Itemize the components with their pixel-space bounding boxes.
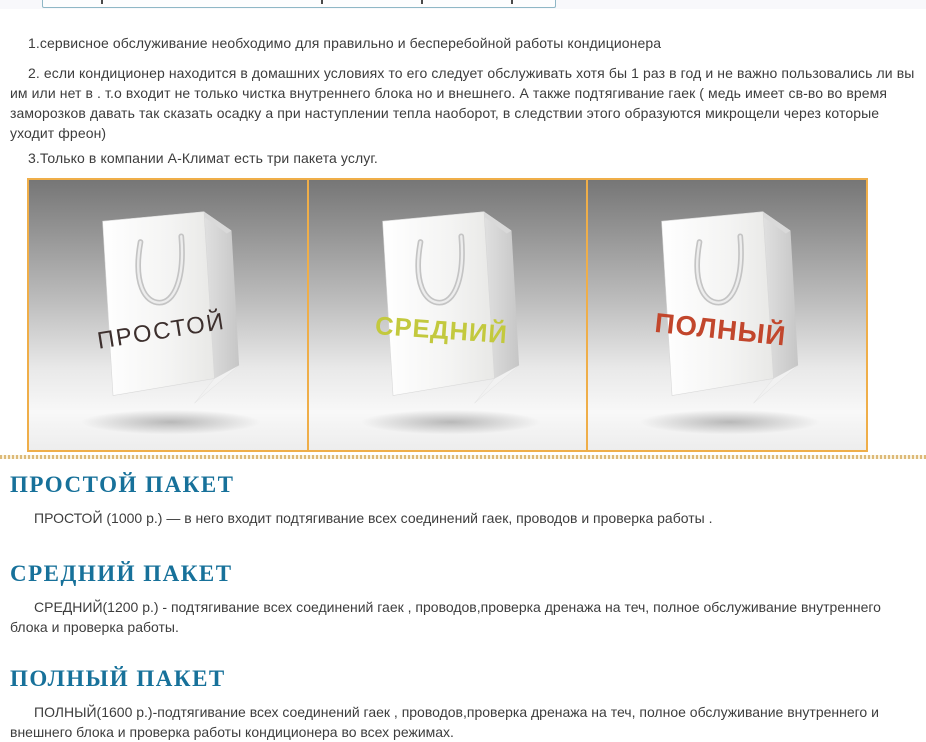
section-body: ПРОСТОЙ (1000 р.) — в него входит подтягивание всех соединений гаек, проводов и проверка работы . <box>34 510 713 526</box>
top-cutoff-strip <box>0 0 926 9</box>
package-panel-simple <box>29 180 309 450</box>
bag-label: ПРОСТОЙ <box>95 308 228 355</box>
shopping-bag-image <box>618 186 836 444</box>
dotted-divider <box>0 455 926 459</box>
bag-shadow <box>360 410 540 435</box>
cutoff-text-descender <box>421 0 423 4</box>
section-body: СРЕДНИЙ(1200 р.) - подтягивание всех соединений гаек , проводов,проверка дренажа на теч, полное обслуживание внутреннего блока и проверка работы. <box>10 599 881 635</box>
cutoff-text-descender <box>101 0 103 4</box>
bag-label: СРЕДНИЙ <box>373 312 509 350</box>
cutoff-text-descender <box>511 0 513 4</box>
bag-label: ПОЛНЫЙ <box>653 306 788 352</box>
intro-text-block <box>10 33 920 168</box>
section-simple-package <box>0 472 926 528</box>
section-title: ПРОСТОЙ ПАКЕТ <box>10 472 235 497</box>
cutoff-text-descender <box>321 0 323 4</box>
intro-paragraph-1: 1.сервисное обслуживание необходимо для правильно и бесперебойной работы кондиционера <box>28 35 662 51</box>
package-panel-medium <box>309 180 589 450</box>
intro-paragraph-3: 3.Только в компании А-Климат есть три пакета услуг. <box>28 150 378 166</box>
section-title: СРЕДНИЙ ПАКЕТ <box>10 561 233 586</box>
cutoff-header-box <box>42 0 556 8</box>
package-panel-full <box>588 180 866 450</box>
shopping-bag-image <box>339 186 557 444</box>
section-medium-package <box>0 561 926 637</box>
intro-paragraph-2: 2. если кондиционер находится в домашних условиях то его следует обслуживать хотя бы 1 раз в год и не важно пользовались ли вы им или нет в . т.о входит не только чистка внутреннего блока но и внешнего. А также подтягивание гаек ( медь имеет св-во во время заморозков давать так сказать осадку а при наступлении тепла наоборот, в следствии этого образуются микрощели через которые уходит фреон) <box>10 65 915 141</box>
packages-gallery <box>27 178 868 452</box>
bag-shadow <box>640 410 820 435</box>
section-title: ПОЛНЫЙ ПАКЕТ <box>10 666 226 691</box>
section-body: ПОЛНЫЙ(1600 р.)-подтягивание всех соединений гаек , проводов,проверка дренажа на теч, полное обслуживание внутреннего и внешнего блока и проверка работы кондиционера во всех режимах. <box>10 704 879 740</box>
bag-shadow <box>81 410 261 435</box>
shopping-bag-image <box>59 186 277 444</box>
section-full-package <box>0 666 926 742</box>
